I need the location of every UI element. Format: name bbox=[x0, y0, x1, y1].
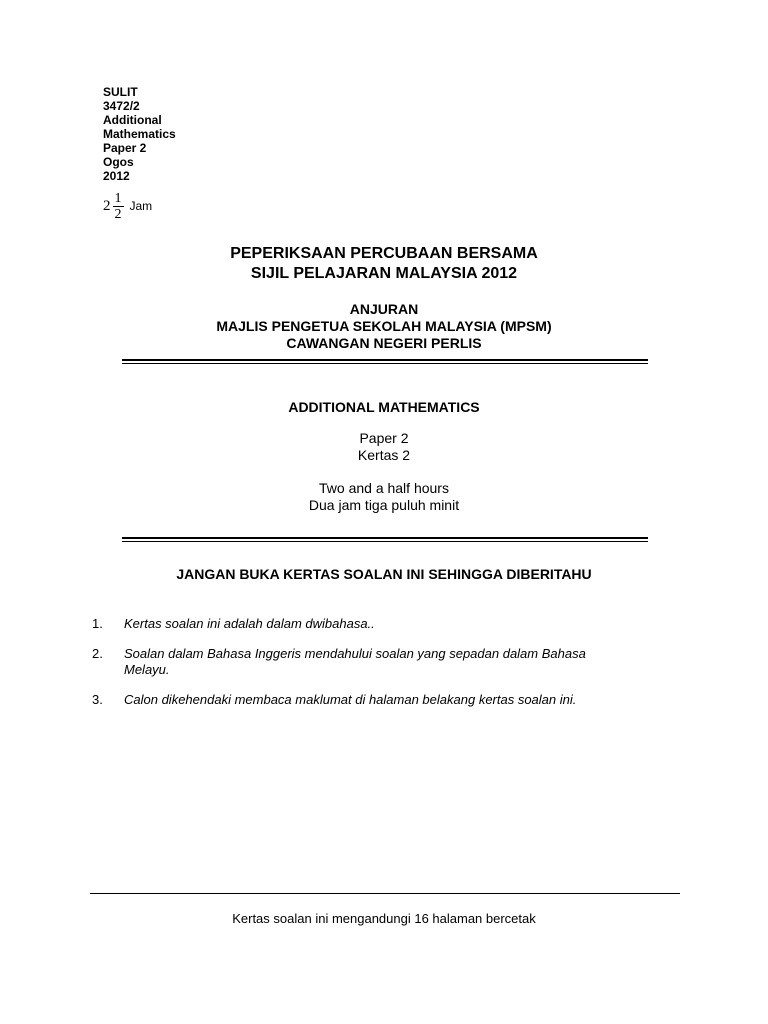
meta-paper-code: 3472/2 bbox=[103, 99, 140, 113]
duration-mixed-fraction bbox=[103, 188, 152, 224]
instruction-item bbox=[92, 646, 612, 678]
meta-subject-line2: Mathematics bbox=[103, 127, 176, 141]
instruction-text: Soalan dalam Bahasa Inggeris mendahului soalan yang sepadan dalam Bahasa Melayu. bbox=[124, 646, 586, 677]
time-allowed-ms: Dua jam tiga puluh minit bbox=[308, 497, 460, 513]
meta-subject-line1: Additional bbox=[103, 113, 162, 127]
instructions-list bbox=[92, 616, 612, 722]
subject-title: ADDITIONAL MATHEMATICS bbox=[288, 399, 480, 415]
duration-whole: 2 bbox=[103, 197, 111, 214]
instruction-text: Calon dikehendaki membaca maklumat di halaman belakang kertas soalan ini. bbox=[124, 692, 577, 707]
time-allowed-en: Two and a half hours bbox=[319, 480, 449, 496]
meta-year: 2012 bbox=[103, 169, 130, 183]
meta-month: Ogos bbox=[103, 155, 134, 169]
exam-title-line2: SIJIL PELAJARAN MALAYSIA 2012 bbox=[250, 265, 518, 282]
instruction-item bbox=[92, 616, 612, 632]
instruction-number: 2. bbox=[92, 646, 103, 661]
meta-classification: SULIT bbox=[103, 85, 138, 99]
paper-label-ms: Kertas 2 bbox=[357, 447, 411, 463]
section-divider bbox=[122, 537, 648, 542]
page-count-note: Kertas soalan ini mengandungi 16 halaman bercetak bbox=[232, 911, 536, 926]
instruction-number: 1. bbox=[92, 616, 103, 631]
organizer-label: ANJURAN bbox=[349, 301, 419, 317]
meta-paper: Paper 2 bbox=[103, 141, 147, 155]
duration-denominator: 2 bbox=[114, 206, 122, 222]
duration-fraction bbox=[113, 191, 124, 222]
footer-divider bbox=[90, 893, 680, 894]
instruction-text: Kertas soalan ini adalah dalam dwibahasa.. bbox=[124, 616, 375, 631]
duration-numerator: 1 bbox=[114, 190, 122, 206]
organizer-name: MAJLIS PENGETUA SEKOLAH MALAYSIA (MPSM) bbox=[216, 318, 552, 334]
header-divider bbox=[122, 359, 648, 364]
instruction-number: 3. bbox=[92, 692, 103, 707]
instruction-item bbox=[92, 692, 612, 708]
organizer-branch: CAWANGAN NEGERI PERLIS bbox=[286, 335, 482, 351]
duration-unit: Jam bbox=[129, 199, 153, 213]
do-not-open-warning: JANGAN BUKA KERTAS SOALAN INI SEHINGGA DIBERITAHU bbox=[176, 566, 592, 582]
paper-meta-block bbox=[103, 85, 176, 183]
paper-label-en: Paper 2 bbox=[359, 430, 409, 446]
exam-title-line1: PEPERIKSAAN PERCUBAAN BERSAMA bbox=[230, 245, 538, 262]
